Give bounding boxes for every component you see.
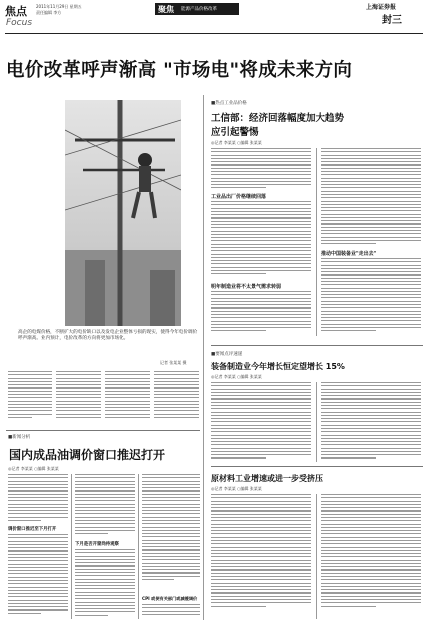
- lead-photo: [65, 100, 181, 326]
- bottom-left-headline: 国内成品油调价窗口推迟打开: [9, 448, 166, 462]
- right-top-byline: ◎记者 李某某 ○编辑 张某某: [211, 140, 262, 145]
- banner-sub: 能源产品价格改革: [181, 7, 217, 12]
- bottom-left-subhead-3: CPI 或使有关部门或减缓调价: [142, 596, 198, 601]
- power-tower-photo: [65, 100, 181, 326]
- lead-body-col3: [105, 371, 150, 420]
- right-top-divider: [316, 148, 317, 336]
- lead-body-col1: [8, 371, 52, 420]
- right-bot-rule: [211, 466, 423, 467]
- right-bot-headline: 原材料工业增速或进一步受挤压: [211, 474, 323, 483]
- right-top-col2: [321, 148, 421, 246]
- lead-body-col2: [56, 371, 101, 420]
- bottom-left-divider-1: [71, 474, 72, 619]
- masthead-rule: [5, 33, 423, 34]
- lead-headline: 电价改革呼声渐高 "市场电"将成未来方向: [6, 60, 353, 81]
- right-top-tag: ■热点工业品价格: [211, 101, 247, 106]
- bottom-left-col3b: [142, 604, 200, 617]
- right-mid-byline: ◎记者 李某某 ○编辑 张某某: [211, 374, 262, 379]
- section-name: 焦点: [5, 5, 27, 18]
- bottom-left-divider-2: [138, 474, 139, 619]
- bottom-left-subhead-2: 下月是否开窗尚待观察: [75, 542, 119, 547]
- right-mid-col2: [321, 382, 421, 461]
- column-divider: [203, 95, 204, 620]
- editor-line: 责任编辑 李方: [36, 10, 62, 15]
- right-top-col1: [211, 148, 311, 191]
- right-top-col1b: [211, 201, 311, 276]
- paper-name: 上海证券报: [366, 4, 397, 11]
- right-bot-col1: [211, 494, 311, 609]
- bottom-left-rule: [6, 430, 200, 431]
- bottom-left-tag: ■新闻分析: [8, 435, 31, 440]
- right-mid-tag: ■要闻点评速递: [211, 352, 243, 357]
- issue-date: 2011年11月29日 星期五: [36, 4, 82, 9]
- bottom-left-col2: [75, 474, 135, 536]
- page-number: 封三: [382, 15, 402, 26]
- bottom-left-col2b: [75, 549, 135, 618]
- right-bot-col2: [321, 494, 421, 609]
- right-top-headline-2: 应引起警惕: [211, 127, 259, 138]
- bottom-left-byline: ◎记者 李某某 ○编辑 张某某: [8, 466, 59, 471]
- banner-label: 聚焦: [158, 5, 174, 14]
- bottom-left-col1b: [8, 534, 68, 616]
- photo-caption: 高企的电煤价格，不断扩大的电价缺口以及发电企业整体亏损的现实，使得今年电价调价呼声渐高。业内预计，电价改革的方向将更加市场化。: [18, 330, 198, 342]
- right-top-subhead-2: 明年制造业将不太景气需求转弱: [211, 284, 282, 290]
- right-bot-byline: ◎记者 李某某 ○编辑 张某某: [211, 486, 262, 491]
- right-mid-col1: [211, 382, 311, 461]
- right-top-subhead-1: 工业品出厂价格继续回落: [211, 194, 267, 200]
- lead-body-col4: [154, 371, 199, 420]
- right-top-col2b: [321, 258, 421, 333]
- photo-credit: 记者 张某某 摄: [160, 360, 187, 365]
- right-top-col1c: [211, 291, 311, 334]
- right-mid-rule: [211, 345, 423, 346]
- right-mid-divider: [316, 382, 317, 462]
- section-name-en: Focus: [6, 18, 33, 28]
- right-top-headline-1: 工信部：经济回落幅度加大趋势: [211, 113, 345, 124]
- right-mid-headline: 装备制造业今年增长恒定望增长 15%: [211, 362, 345, 371]
- right-bot-divider: [316, 494, 317, 619]
- bottom-left-subhead-1: 调价窗口推迟至下月打开: [8, 527, 57, 532]
- bottom-left-col1: [8, 474, 68, 523]
- bottom-left-col3: [142, 474, 200, 582]
- right-top-subhead-3: 推动中国装备业"走出去": [321, 251, 377, 257]
